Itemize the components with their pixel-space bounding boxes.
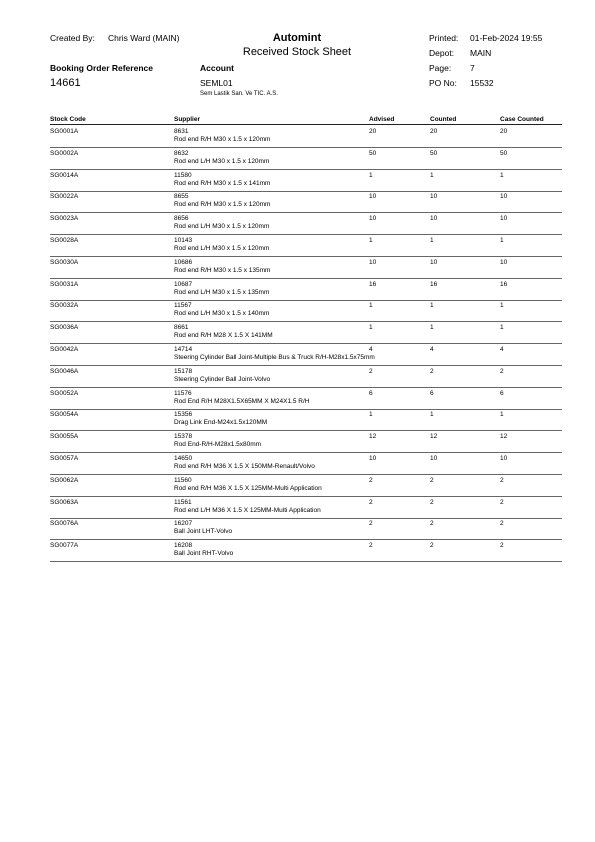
col-supplier: Supplier — [174, 116, 201, 123]
advised-cell: 10 — [369, 193, 377, 201]
stock-code-cell: SG0030A — [50, 258, 79, 266]
supplier-cell — [174, 324, 273, 340]
case-counted-cell: 1 — [500, 324, 504, 332]
item-description: Rod end L/H M30 x 1.5 x 140mm — [174, 310, 270, 318]
supplier-cell — [174, 477, 322, 493]
created-by-label: Created By: — [50, 33, 95, 43]
supplier-code: 8655 — [174, 193, 189, 201]
col-counted: Counted — [430, 116, 457, 123]
supplier-cell — [174, 215, 269, 231]
supplier-code: 10143 — [174, 237, 193, 244]
item-description: Rod end R/H M36 X 1.5 X 125MM-Multi Application — [174, 484, 322, 492]
counted-cell: 10 — [430, 193, 438, 201]
case-counted-cell: 2 — [500, 542, 504, 550]
stock-code-cell: SG0076A — [50, 520, 79, 528]
supplier-code: 11560 — [174, 476, 192, 484]
counted-cell: 1 — [430, 324, 434, 332]
account-label: Account — [200, 63, 234, 73]
table-row — [50, 279, 562, 301]
page-value: 7 — [470, 63, 475, 73]
stock-code-cell: SG0052A — [50, 389, 79, 397]
case-counted-cell: 2 — [500, 498, 504, 506]
advised-cell: 1 — [369, 171, 373, 179]
case-counted-cell: 1 — [500, 237, 504, 244]
counted-cell: 20 — [430, 128, 438, 135]
supplier-cell — [174, 128, 270, 144]
item-description: Rod end L/H M36 X 1.5 X 125MM-Multi Application — [174, 506, 321, 514]
col-stock-code: Stock Code — [50, 116, 86, 123]
table-row — [50, 170, 562, 192]
stock-code-cell: SG0022A — [50, 193, 79, 201]
supplier-cell — [174, 433, 261, 449]
counted-cell: 10 — [430, 455, 438, 462]
counted-cell: 1 — [430, 411, 434, 419]
header-divider — [50, 124, 562, 125]
table-row — [50, 431, 562, 453]
advised-cell: 10 — [369, 215, 377, 223]
item-description: Ball Joint RHT-Volvo — [174, 550, 234, 558]
item-description: Drag Link End-M24x1.5x120MM — [174, 419, 268, 427]
counted-cell: 4 — [430, 346, 434, 353]
counted-cell: 1 — [430, 302, 434, 310]
po-value: 15532 — [470, 78, 494, 88]
counted-cell: 16 — [430, 280, 438, 288]
printed-label: Printed: — [429, 33, 459, 43]
counted-cell: 10 — [430, 215, 438, 223]
item-description: Rod end R/H M30 x 1.5 x 135mm — [174, 266, 271, 274]
created-by-value: Chris Ward (MAIN) — [108, 33, 180, 43]
supplier-code: 11580 — [174, 171, 192, 179]
account-name: Sem Lastik San. Ve TIC. A.S. — [200, 91, 278, 97]
stock-code-cell: SG0054A — [50, 411, 79, 419]
supplier-code: 11567 — [174, 302, 192, 310]
advised-cell: 6 — [369, 389, 373, 397]
advised-cell: 16 — [369, 280, 377, 288]
counted-cell: 1 — [430, 237, 434, 244]
counted-cell: 50 — [430, 149, 438, 157]
stock-code-cell: SG0057A — [50, 455, 79, 462]
depot-label: Depot: — [429, 48, 455, 58]
counted-cell: 12 — [430, 433, 438, 441]
supplier-code: 15178 — [174, 367, 193, 375]
table-row — [50, 366, 562, 388]
stock-code-cell: SG0001A — [50, 128, 79, 135]
table-row — [50, 235, 562, 257]
counted-cell: 10 — [430, 258, 438, 266]
case-counted-cell: 1 — [500, 302, 504, 310]
case-counted-cell: 10 — [500, 455, 508, 462]
po-label: PO No: — [429, 78, 457, 88]
item-description: Steering Cylinder Ball Joint-Multiple Bus & Truck R/H-M28x1.5x75mm — [174, 354, 375, 361]
table-row — [50, 475, 562, 497]
depot-value: MAIN — [470, 48, 492, 58]
report-title: Received Stock Sheet — [242, 46, 352, 58]
advised-cell: 2 — [369, 367, 373, 375]
supplier-cell — [174, 150, 269, 166]
item-description: Rod end R/H M28 X 1.5 X 141MM — [174, 332, 273, 340]
advised-cell: 2 — [369, 476, 373, 484]
counted-cell: 2 — [430, 520, 434, 528]
supplier-cell — [174, 390, 309, 406]
item-description: Rod end L/H M30 x 1.5 x 120mm — [174, 223, 270, 231]
table-row — [50, 540, 562, 562]
supplier-code: 15378 — [174, 433, 193, 441]
table-row — [50, 388, 562, 410]
case-counted-cell: 10 — [500, 193, 508, 201]
stock-code-cell: SG0062A — [50, 476, 79, 484]
table-row — [50, 322, 562, 344]
item-description: Rod end R/H M36 X 1.5 X 150MM-Renault/Volvo — [174, 463, 315, 470]
item-description: Rod End R/H M28X1.5X65MM X M24X1.5 R/H — [174, 397, 310, 405]
supplier-code: 10686 — [174, 258, 193, 266]
advised-cell: 1 — [369, 302, 373, 310]
supplier-code: 8631 — [174, 128, 189, 135]
advised-cell: 2 — [369, 520, 373, 528]
col-case-counted: Case Counted — [500, 116, 544, 123]
supplier-code: 10687 — [174, 280, 193, 288]
advised-cell: 10 — [369, 455, 377, 462]
case-counted-cell: 4 — [500, 346, 504, 353]
advised-cell: 50 — [369, 149, 377, 157]
item-description: Rod end R/H M30 x 1.5 x 120mm — [174, 201, 271, 209]
table-row — [50, 409, 562, 431]
stock-code-cell: SG0055A — [50, 433, 79, 441]
supplier-code: 16208 — [174, 542, 193, 550]
item-description: Rod end R/H M30 x 1.5 x 120mm — [174, 136, 271, 143]
case-counted-cell: 10 — [500, 258, 508, 266]
counted-cell: 2 — [430, 498, 434, 506]
stock-code-cell: SG0046A — [50, 367, 79, 375]
col-advised: Advised — [369, 116, 395, 123]
case-counted-cell: 20 — [500, 128, 508, 135]
advised-cell: 10 — [369, 258, 377, 266]
table-row — [50, 453, 562, 475]
supplier-code: 8632 — [174, 149, 189, 157]
table-row — [50, 518, 562, 540]
table-row — [50, 126, 562, 148]
supplier-cell — [174, 455, 315, 471]
table-row — [50, 257, 562, 279]
supplier-code: 14650 — [174, 455, 193, 462]
supplier-cell — [174, 411, 267, 427]
supplier-cell — [174, 172, 270, 188]
supplier-cell — [174, 346, 375, 362]
item-description: Rod end L/H M30 x 1.5 x 120mm — [174, 245, 270, 252]
item-description: Steering Cylinder Ball Joint-Volvo — [174, 375, 271, 383]
table-row — [50, 191, 562, 213]
case-counted-cell: 50 — [500, 149, 508, 157]
stock-code-cell: SG0036A — [50, 324, 79, 332]
case-counted-cell: 12 — [500, 433, 508, 441]
stock-code-cell: SG0014A — [50, 171, 79, 179]
table-row — [50, 497, 562, 519]
case-counted-cell: 2 — [500, 520, 504, 528]
advised-cell: 1 — [369, 411, 373, 419]
item-description: Rod End-R/H-M28x1.5x80mm — [174, 441, 262, 449]
case-counted-cell: 6 — [500, 389, 504, 397]
supplier-code: 11561 — [174, 498, 192, 506]
supplier-code: 16207 — [174, 520, 193, 528]
advised-cell: 1 — [369, 324, 373, 332]
supplier-cell — [174, 499, 321, 515]
supplier-code: 14714 — [174, 346, 193, 353]
advised-cell: 12 — [369, 433, 377, 441]
stock-code-cell: SG0042A — [50, 346, 79, 353]
supplier-code: 8656 — [174, 215, 189, 223]
counted-cell: 1 — [430, 171, 434, 179]
page-label: Page: — [429, 63, 452, 73]
counted-cell: 2 — [430, 542, 434, 550]
supplier-cell — [174, 302, 269, 318]
supplier-cell — [174, 237, 269, 253]
supplier-cell — [174, 542, 233, 558]
company-name: Automint — [272, 32, 322, 44]
stock-code-cell: SG0002A — [50, 149, 79, 157]
counted-cell: 2 — [430, 476, 434, 484]
case-counted-cell: 2 — [500, 367, 504, 375]
case-counted-cell: 16 — [500, 280, 508, 288]
table-row — [50, 148, 562, 170]
advised-cell: 2 — [369, 498, 373, 506]
supplier-cell — [174, 259, 270, 275]
advised-cell: 2 — [369, 542, 373, 550]
counted-cell: 2 — [430, 367, 434, 375]
advised-cell: 20 — [369, 128, 377, 135]
booking-ref-value: 14661 — [50, 77, 81, 89]
table-row — [50, 213, 562, 235]
case-counted-cell: 2 — [500, 476, 504, 484]
printed-value: 01-Feb-2024 19:55 — [470, 33, 543, 43]
supplier-cell — [174, 281, 269, 297]
supplier-code: 15356 — [174, 411, 193, 419]
supplier-cell — [174, 520, 232, 536]
supplier-cell — [174, 193, 270, 209]
case-counted-cell: 10 — [500, 215, 508, 223]
account-value: SEML01 — [200, 78, 233, 88]
item-description: Rod end L/H M30 x 1.5 x 135mm — [174, 288, 270, 296]
case-counted-cell: 1 — [500, 171, 504, 179]
item-description: Rod end L/H M30 x 1.5 x 120mm — [174, 157, 270, 165]
stock-code-cell: SG0032A — [50, 302, 79, 310]
stock-code-cell: SG0077A — [50, 542, 79, 550]
table-row — [50, 344, 562, 366]
advised-cell: 1 — [369, 237, 373, 244]
advised-cell: 4 — [369, 346, 373, 353]
item-description: Ball Joint LHT-Volvo — [174, 528, 233, 536]
stock-code-cell: SG0063A — [50, 498, 79, 506]
stock-code-cell: SG0031A — [50, 280, 79, 288]
stock-code-cell: SG0028A — [50, 237, 79, 244]
counted-cell: 6 — [430, 389, 434, 397]
row-divider — [50, 561, 562, 562]
case-counted-cell: 1 — [500, 411, 504, 419]
item-description: Rod end R/H M30 x 1.5 x 141mm — [174, 179, 271, 187]
supplier-code: 8661 — [174, 324, 189, 332]
stock-code-cell: SG0023A — [50, 215, 79, 223]
booking-ref-label: Booking Order Reference — [50, 63, 153, 73]
supplier-code: 11576 — [174, 389, 192, 397]
supplier-cell — [174, 368, 270, 384]
table-row — [50, 300, 562, 322]
